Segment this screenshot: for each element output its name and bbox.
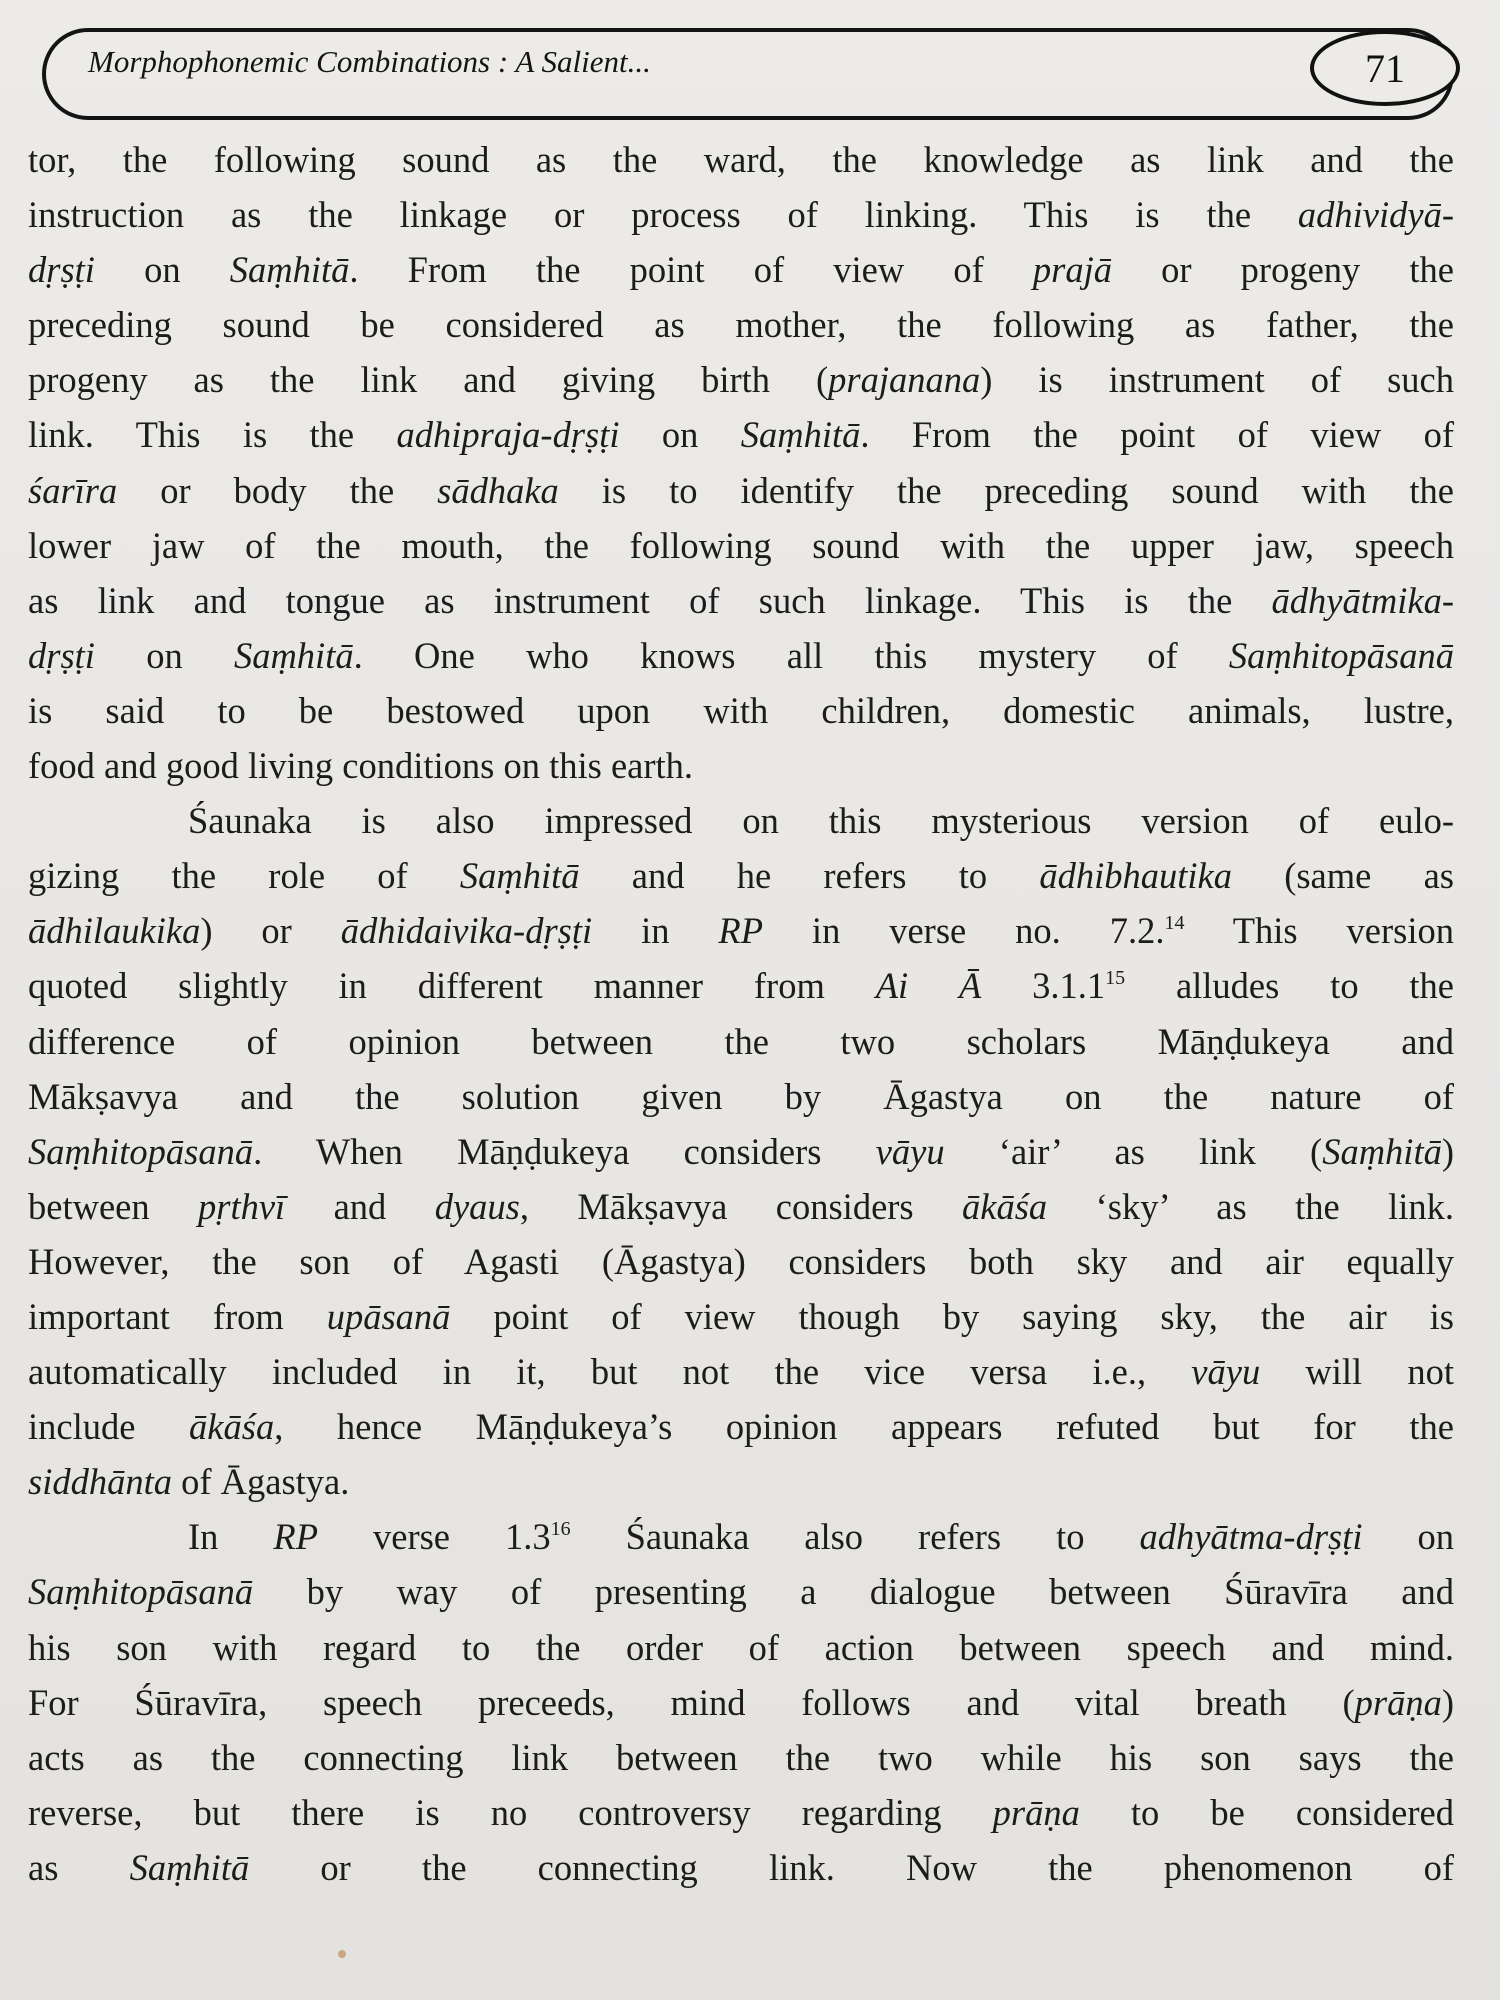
text-line: tor, the following sound as the ward, the knowledge as link and the [28, 139, 1454, 180]
text-line: reverse, but there is no controversy regarding prāṇa to be considered [28, 1791, 1454, 1833]
text-line: progeny as the link and giving birth (prajanana) is instrument of such [28, 359, 1454, 401]
text-line: link. This is the adhipraja-dṛṣṭi on Saṃhitā. From the point of view of [28, 414, 1455, 456]
body-text [28, 132, 1454, 1895]
paragraph-3 [28, 1509, 1454, 1895]
text-line: lower jaw of the mouth, the following sound with the upper jaw, speech [28, 524, 1454, 566]
text-line: important from upāsanā point of view though by saying sky, the air is [28, 1295, 1455, 1337]
text-line: ādhilaukika) or ādhidaivika-dṛṣṭi in RP in verse no. 7.2.14 This version [28, 910, 1454, 952]
text-line: automatically included in it, but not the vice versa i.e., vāyu will not [28, 1351, 1454, 1393]
text-line: as link and tongue as instrument of such linkage. This is the ādhyātmika- [28, 579, 1454, 621]
text-line: instruction as the linkage or process of linking. This is the adhividyā- [28, 194, 1454, 236]
paragraph-1 [28, 132, 1454, 793]
text-line: Mākṣavya and the solution given by Āgastya on the nature of [28, 1075, 1454, 1117]
text-line: include ākāśa, hence Māṇḍukeya’s opinion appears refuted but for the [28, 1406, 1455, 1448]
text-line: Saṃhitopāsanā. When Māṇḍukeya considers vāyu ‘air’ as link (Saṃhitā) [28, 1130, 1454, 1172]
text-line: Saṃhitopāsanā by way of presenting a dialogue between Śūravīra and [28, 1571, 1454, 1613]
paragraph-2 [28, 793, 1454, 1509]
text-line: as Saṃhitā or the connecting link. Now the phenomenon of [28, 1846, 1454, 1888]
text-line: acts as the connecting link between the two while his son says the [28, 1736, 1454, 1778]
page-number-oval [1310, 30, 1460, 106]
text-line: difference of opinion between the two scholars Māṇḍukeya and [28, 1020, 1454, 1062]
text-line: śarīra or body the sādhaka is to identify the preceding sound with the [28, 469, 1454, 511]
text-line: dṛṣṭi on Saṃhitā. One who knows all this mystery of Saṃhitopāsanā [28, 634, 1455, 676]
running-header-title: Morphophonemic Combinations : A Salient... [88, 44, 651, 79]
text-line: preceding sound be considered as mother, the following as father, the [28, 304, 1454, 346]
text-line: between pṛthvī and dyaus, Mākṣavya considers ākāśa ‘sky’ as the link. [28, 1185, 1454, 1227]
page-speck [338, 1950, 346, 1958]
text-line: food and good living conditions on this earth. [28, 745, 694, 787]
text-line: gizing the role of Saṃhitā and he refers to ādhibhautika (same as [28, 855, 1454, 897]
text-line: siddhānta of Āgastya. [28, 1461, 350, 1503]
text-line: For Śūravīra, speech preceeds, mind follows and vital breath (prāṇa) [28, 1681, 1454, 1723]
text-line: Śaunaka is also impressed on this mysterious version of eulo- [188, 800, 1454, 842]
page-number: 71 [1365, 45, 1405, 91]
text-line: is said to be bestowed upon with children, domestic animals, lustre, [28, 689, 1454, 731]
text-line: dṛṣṭi on Saṃhitā. From the point of view of prajā or progeny the [28, 249, 1454, 291]
text-line: However, the son of Agasti (Āgastya) considers both sky and air equally [28, 1240, 1454, 1282]
text-line: In RP verse $1.3^{16}$ Śaunaka also refers to adhyātma-dṛṣṭi on [188, 1516, 1455, 1558]
text-line: his son with regard to the order of action between speech and mind. [28, 1626, 1454, 1668]
text-line: quoted slightly in different manner from Ai Ā 3.1.1$^{15}$ alludes to the [28, 965, 1455, 1007]
